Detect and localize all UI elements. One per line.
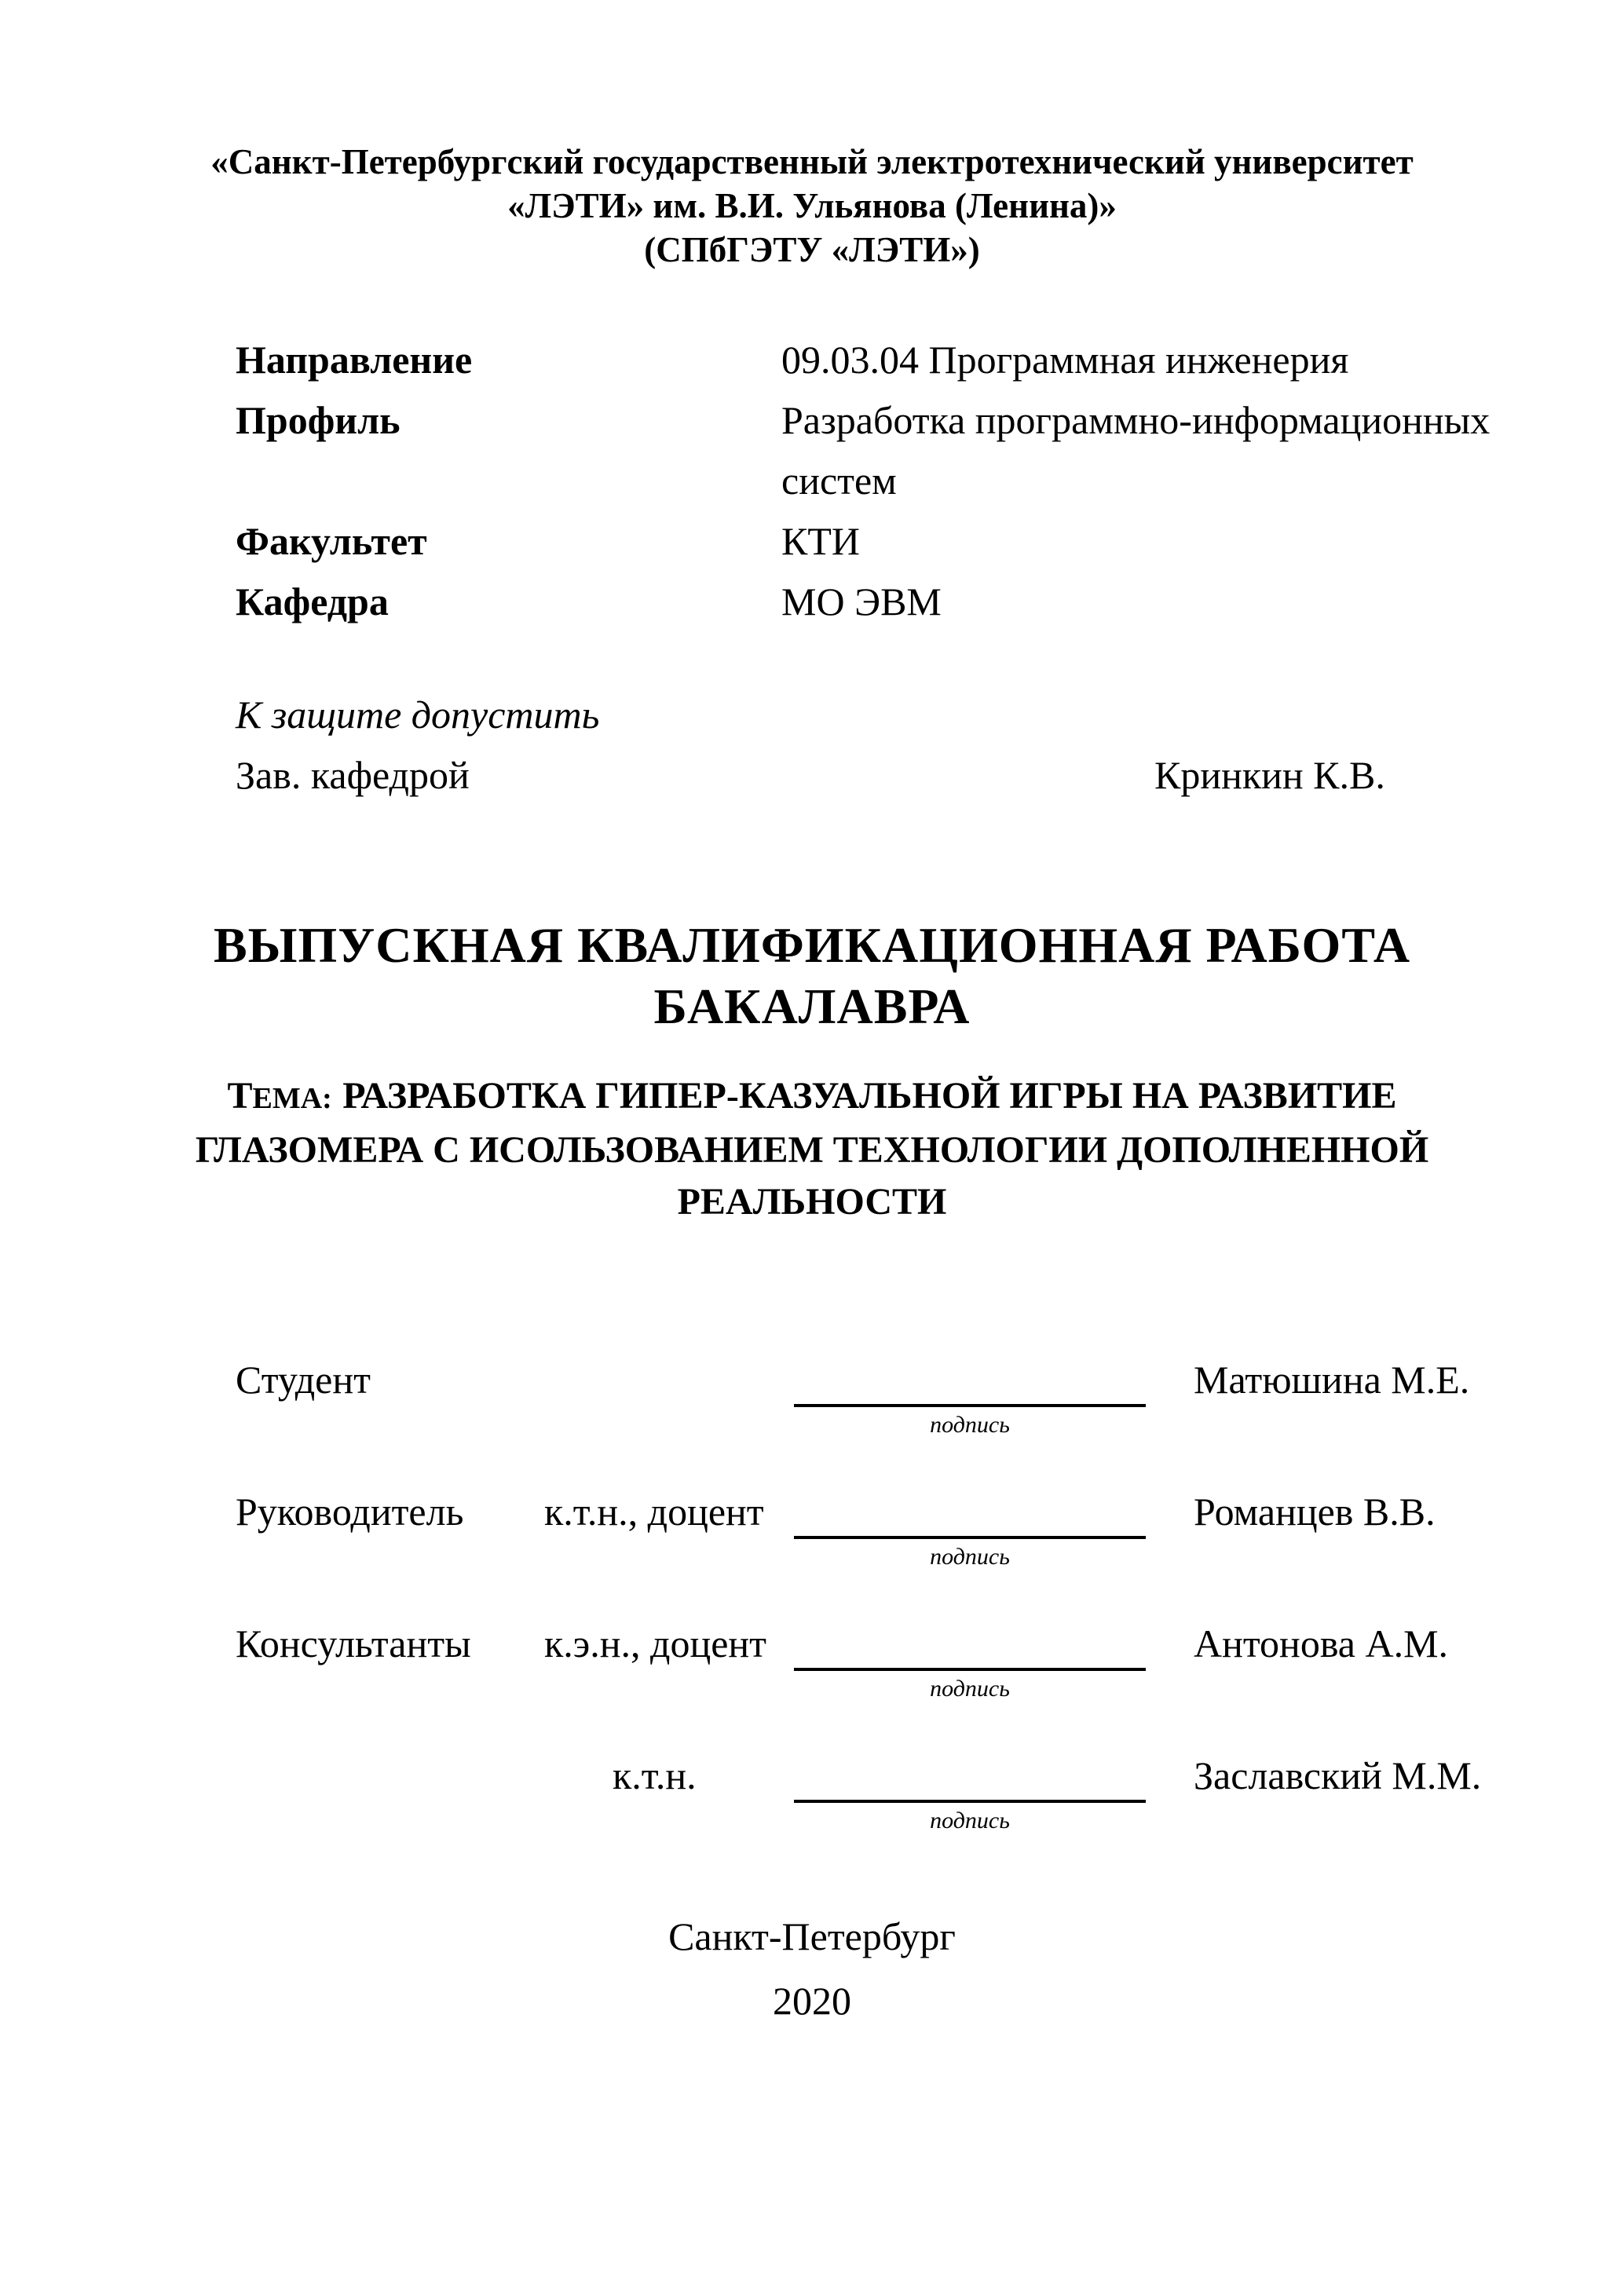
- signature-degree-label: к.э.н., доцент: [544, 1621, 767, 1665]
- signature-row-consultant-1: [0, 1621, 1624, 1724]
- signatory-name: Романцев В.В.: [1194, 1490, 1436, 1534]
- signatory-name: Матюшина М.Е.: [1194, 1358, 1470, 1402]
- admission-role-label: Зав. кафедрой: [236, 753, 470, 797]
- signature-line: [794, 1621, 1146, 1671]
- signature-line: [794, 1753, 1146, 1803]
- work-title: [0, 915, 1624, 1037]
- signature-caption: подпись: [930, 1544, 1010, 1570]
- signature-caption: подпись: [930, 1676, 1010, 1702]
- signatory-name: Антонова А.М.: [1194, 1621, 1449, 1665]
- program-section: [236, 330, 1508, 632]
- program-value-direction: 09.03.04 Программная инженерия: [781, 338, 1349, 382]
- program-label-profile: Профиль: [236, 398, 401, 442]
- work-title-line-2: БАКАЛАВРА: [653, 978, 971, 1034]
- thesis-theme: [0, 1070, 1624, 1228]
- admission-row: [236, 745, 1508, 806]
- theme-line-2: ГЛАЗОМЕРА С ИСОЛЬЗОВАНИЕМ ТЕХНОЛОГИИ ДОПОЛНЕННОЙ: [195, 1129, 1429, 1171]
- signature-role-label: Руководитель: [236, 1490, 464, 1534]
- program-value-department: МО ЭВМ: [781, 579, 942, 623]
- signature-row-student: [0, 1357, 1624, 1461]
- program-value-profile: Разработка программно-информационных систем: [781, 398, 1490, 503]
- signature-line: [794, 1489, 1146, 1539]
- footer: [0, 1904, 1624, 2033]
- program-label-direction: Направление: [236, 338, 473, 382]
- signature-caption: подпись: [930, 1412, 1010, 1438]
- footer-year: 2020: [773, 1979, 851, 2023]
- program-value-faculty: КТИ: [781, 519, 860, 563]
- signature-role-label: Студент: [236, 1358, 371, 1402]
- university-header-line-1: «Санкт-Петербургский государственный электротехнический университет: [210, 142, 1414, 181]
- signatory-name: Заславский М.М.: [1194, 1753, 1482, 1797]
- work-title-line-1: ВЫПУСКНАЯ КВАЛИФИКАЦИОННАЯ РАБОТА: [213, 917, 1411, 973]
- program-row-department: [236, 572, 1508, 632]
- university-header: [0, 140, 1624, 272]
- program-label-department: Кафедра: [236, 579, 389, 623]
- program-row-faculty: [236, 511, 1508, 572]
- footer-city: Санкт-Петербург: [668, 1914, 956, 1958]
- signature-degree-label: к.т.н., доцент: [544, 1490, 764, 1534]
- theme-line-3: РЕАЛЬНОСТИ: [677, 1181, 947, 1223]
- admission-note: К защите допустить: [236, 693, 600, 737]
- theme-line-1: РАЗРАБОТКА ГИПЕР-КАЗУАЛЬНОЙ ИГРЫ НА РАЗВИТИЕ: [342, 1075, 1397, 1117]
- signature-row-consultant-2: [0, 1753, 1624, 1856]
- theme-label-smallcaps: ЕМА:: [252, 1082, 332, 1115]
- program-row-profile: [236, 390, 1508, 511]
- program-label-faculty: Факультет: [236, 519, 427, 563]
- theme-label-cap: Т: [227, 1075, 253, 1117]
- university-header-line-3: (СПбГЭТУ «ЛЭТИ»): [644, 230, 980, 269]
- signature-caption: подпись: [930, 1808, 1010, 1834]
- signature-degree-label: к.т.н.: [613, 1753, 697, 1797]
- admission-approver-name: Кринкин К.В.: [1154, 753, 1385, 797]
- university-header-line-2: «ЛЭТИ» им. В.И. Ульянова (Ленина)»: [507, 186, 1117, 225]
- theme-line-1-wrap: [0, 1070, 1624, 1124]
- signature-row-supervisor: [0, 1489, 1624, 1592]
- signature-role-label: Консультанты: [236, 1621, 471, 1665]
- admission-section: [236, 685, 1508, 806]
- program-row-direction: [236, 330, 1508, 390]
- signature-line: [794, 1357, 1146, 1407]
- theme-label: [227, 1075, 331, 1117]
